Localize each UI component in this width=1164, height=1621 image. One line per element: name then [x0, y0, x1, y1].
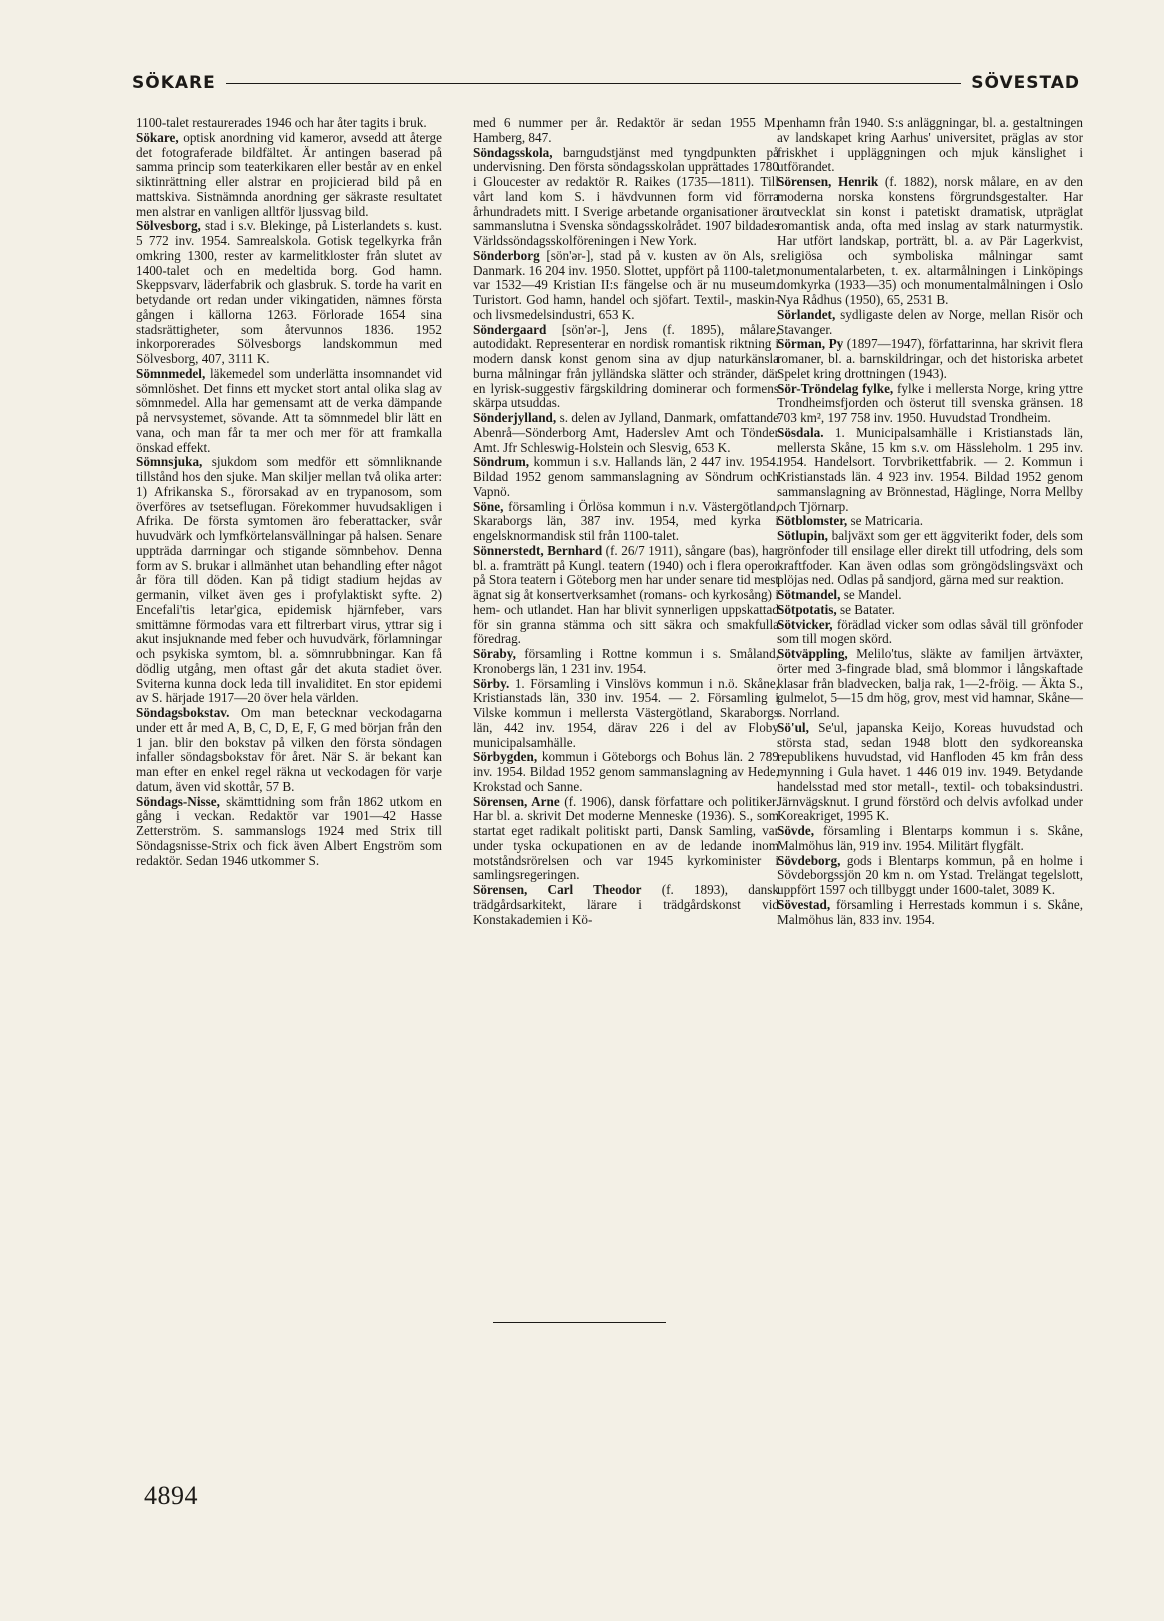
- entry-text: skämttidning som från 1862 utkom en gång i veckan. Redaktör var 1901—42 Hasse Zetterström. S. sammanslogs 1924 med Strix till Söndagsnisse-Strix och fick även Albert Engström som redaktör. Sedan 1946 utkommer S.: [136, 793, 442, 868]
- entry-headword: Sömnsjuka,: [136, 454, 203, 470]
- entry-headword: Sövde,: [777, 823, 815, 838]
- dictionary-entry: [777, 426, 1083, 515]
- entry-headword: Sötmandel,: [777, 587, 841, 602]
- header-left-word: SÖKARE: [132, 73, 216, 93]
- entry-text: baljväxt som ger ett äggviterikt foder, dels som grönfoder till ensilage eller direkt till utfodring, dels som kraftfoder. Kan även odlas som gröngödslingsväxt och plöjas ned. Odlas på sandjord, gärna med sur reaktion.: [777, 528, 1083, 588]
- entry-headword: Söndags-Nisse,: [136, 793, 220, 809]
- entry-headword: Sörlandet,: [777, 306, 836, 322]
- entry-text: församling i Örlösa kommun i n.v. Västergötland, Skaraborgs län, 387 inv. 1954, med kyrka i engelsknormandisk stil från 1100-talet.: [473, 498, 779, 543]
- dictionary-entry: [473, 249, 779, 323]
- entry-headword: Söndagsbokstav.: [136, 705, 230, 720]
- entry-text: med 6 nummer per år. Redaktör är sedan 1955 M. Hamberg, 847.: [473, 115, 779, 145]
- page-number: 4894: [144, 1481, 198, 1510]
- entry-text: 1100-talet restaurerades 1946 och har åter tagits i bruk.: [136, 115, 427, 130]
- entry-headword: Sösdala.: [777, 424, 824, 440]
- dictionary-entry: [777, 647, 1083, 721]
- entry-text: optisk anordning vid kameror, avsedd att återge det fotograferade bildfältet. Är antingen baserad på samma princip som teaterkikaren eller består av en enkel siktinrättning eller alstrar en projicierad bild på en mattskiva. Sistnämnda anordning ger säkraste resultatet men alstrar en vanligen alltför ljussvag bild.: [136, 129, 442, 219]
- entry-headword: Sötpotatis,: [777, 601, 837, 617]
- dictionary-entry: [136, 219, 442, 367]
- column-3: [777, 116, 1083, 927]
- dictionary-entry: [777, 382, 1083, 426]
- entry-headword: Söndergaard: [473, 321, 547, 337]
- entry-text: s. delen av Jylland, Danmark, omfattande Abenrå—Sönderborg Amt, Haderslev Amt och Tönder Amt. Jfr Schleswig-Holstein och Slesvig, 653 K.: [473, 410, 779, 455]
- entry-text: fylke i mellersta Norge, kring yttre Trondheimsfjorden och österut till svenska gränsen. 18 703 km², 197 758 inv. 1950. Huvudstad Trondheim.: [777, 380, 1083, 425]
- entry-headword: Sömnmedel,: [136, 365, 206, 381]
- entry-headword: Sönnerstedt, Bernhard: [473, 542, 603, 558]
- entry-text: församling i Rottne kommun i s. Småland, Kronobergs län, 1 231 inv. 1954.: [473, 646, 779, 676]
- dictionary-entry: [136, 455, 442, 706]
- running-header: [132, 70, 1080, 96]
- dictionary-entry: [136, 367, 442, 456]
- dictionary-entry: [473, 647, 779, 677]
- entry-text: kommun i Göteborgs och Bohus län. 2 789 inv. 1954. Bildad 1952 genom sammanslagning av Hede, Krokstad och Sanne.: [473, 749, 779, 794]
- entry-headword: Sör-Tröndelag fylke,: [777, 380, 894, 396]
- entry-text: Melilo'tus, släkte av familjen ärtväxter, örter med 3-fingrade blad, små blommor i långskaftade klasar från bladvecken, balja rak, 1—2-fröig. — Äkta S., gulmelot, 5—15 dm hög, grov, mest vid hamnar, Skåne—s. Norrland.: [777, 646, 1083, 720]
- column-1: [136, 116, 442, 868]
- entry-text: läkemedel som underlätta insomnandet vid sömnlöshet. Det finns ett mycket stort antal olika slag av sömnmedel. Alla har gemensamt att de verka dämpande på nervsystemet, sövande. Att ta sömnmedel blir lätt en vana, och man får ta mer och mer för att framkalla önskad effekt.: [136, 365, 442, 455]
- entry-text: (1897—1947), författarinna, har skrivit flera romaner, bl. a. barnskildringar, och det historiska arbetet Spelet kring drottningen (1943).: [777, 336, 1083, 381]
- entry-headword: Söne,: [473, 498, 504, 514]
- entry-text: (f. 1882), norsk målare, en av den moderna norska konstens förgrundsgestalter. Har utvecklat sin konst i patetiskt dramatisk, utpräglat romantisk anda, ofta med inslag av stark naturmystik. Har utfört landskap, porträtt, bl. a. av Pär Lagerkvist, religiösa och symboliska målningar samt monumentalarbeten, t. ex. altarmålningen i Linköpings domkyrka (1933—35) och monumentalmålningen i Oslo Nya Rådhus (1950), 65, 2531 B.: [777, 174, 1083, 307]
- dictionary-entry: [777, 603, 1083, 618]
- entry-text: 1. Municipalsamhälle i Kristianstads län, mellersta Skåne, 15 km s.v. om Hässleholm. 1 295 inv. 1954. Handelsort. Torvbrikettfabrik. — 2. Kommun i Kristianstads län. 4 923 inv. 1954. Bildad 1952 genom sammanslagning av Brönnestad, Häglinge, Norra Mellby och Tjörnarp.: [777, 424, 1083, 514]
- entry-text: [sön'ər-], stad på v. kusten av ön Als, s. Danmark. 16 204 inv. 1950. Slottet, uppfört på 1100-talet, var 1532—49 Kristian II:s fängelse och är nu museum. Turistort. God hamn, handel och sjöfart. Textil-, maskin- och livsmedelsindustri, 653 K.: [473, 247, 779, 322]
- entry-headword: Sötblomster,: [777, 513, 848, 529]
- entry-headword: Sökare,: [136, 129, 179, 145]
- entry-text: kommun i s.v. Hallands län, 2 447 inv. 1954. Bildad 1952 genom sammanslagning av Söndrum och Vapnö.: [473, 454, 779, 499]
- dictionary-entry: [473, 750, 779, 794]
- entry-headword: Sö'ul,: [777, 719, 809, 735]
- dictionary-entry: [473, 677, 779, 751]
- dictionary-entry: [777, 337, 1083, 381]
- entry-text: församling i Herrestads kommun i s. Skåne, Malmöhus län, 833 inv. 1954.: [777, 896, 1083, 927]
- entry-text: (f. 1893), dansk trädgårdsarkitekt, lärare i trädgårdskonst vid Konstakademien i Kö-: [473, 882, 779, 927]
- entry-headword: Söraby,: [473, 646, 516, 661]
- dictionary-entry: [777, 824, 1083, 854]
- entry-headword: Sörbygden,: [473, 749, 538, 765]
- dictionary-entry: [473, 323, 779, 412]
- dictionary-entry: [777, 529, 1083, 588]
- entry-text: sjukdom som medför ett sömnliknande tillstånd hos den sjuke. Man skiljer mellan två olika arter: 1) Afrikanska S., förorsakad av en trypanosom, som överföres av tsetseflugan. Förekommer huvudsakligen i Afrika. De första symtomen äro feberattacker, svår huvudvärk och lymfkörtelansvällningar på halsen. Senare uppträda darrningar och stigande sömnbehov. Denna form av S. brukar i allmänhet utan behandling efter något år föra till döden. Kan på tidigt stadium hejdas av germanin, vilket även ges i profylaktiskt syfte. 2) Encefali'tis letar'gica, epidemisk hjärnfeber, vars smittämne förmodas vara ett filtrerbart virus, yttrar sig i akut insjuknande med feber och huvudvärk, förlamningar och psykiska symtom, bl. a. sömnrubbningar. Kan få dödlig utgång, men oftast går det akuta stadiet över. Sviterna kunna dock leda till invaliditet. En stor epidemi av S. härjade 1917—20 över hela världen.: [136, 454, 442, 706]
- entry-text: församling i Blentarps kommun i s. Skåne, Malmöhus län, 919 inv. 1954. Militärt flygfält.: [777, 823, 1083, 853]
- dictionary-entry: [777, 175, 1083, 308]
- entry-text: (f. 1906), dansk författare och politiker. Har bl. a. skrivit Det moderne Menneske (1936). S., som startat eget radikalt politiskt parti, Dansk Samling, var under tyska ockupationen en av de ledande inom motståndsrörelsen och var 1945 kyrkominister i samlingsregeringen.: [473, 793, 780, 883]
- entry-headword: Sölvesborg,: [136, 218, 201, 234]
- entry-headword: Sönderjylland,: [473, 410, 557, 425]
- dictionary-entry: [473, 146, 779, 249]
- entry-text: barngudstjänst med tyngdpunkten på undervisning. Den första söndagsskolan upprättades 1780 i Gloucester av redaktör R. Raikes (1735—1811). Till vårt land kom S. i hävdvunnen form vid förra århundradets mitt. I Sverige arbetande organisationer äro sammanslutna i Svenska söndagsskolrådet. 1907 bildades Världssöndagsskolföreningen i New York.: [473, 144, 779, 248]
- dictionary-entry: [777, 588, 1083, 603]
- entry-headword: Sörensen, Carl Theodor: [473, 882, 642, 897]
- entry-text: gods i Blentarps kommun, på en holme i Sövdeborgssjön 20 km n. om Ystad. Trelängat tegelslott, uppfört 1597 och tillbyggt under 1600-talet, 3089 K.: [777, 852, 1083, 897]
- entry-headword: Sövdeborg,: [777, 852, 841, 868]
- dictionary-entry: [473, 455, 779, 499]
- dictionary-entry: [473, 500, 779, 544]
- entry-text: (f. 26/7 1911), sångare (bas), har bl. a. framträtt på Kungl. teatern (1940) och i flera operor på Stora teatern i Göteborg men har under senare tid mest ägnat sig åt konsertverksamhet (romans- och kyrkosång) i hem- och utlandet. Han har blivit synnerligen uppskattad för sin granna stämma och sitt säkra och smakfulla föredrag.: [473, 542, 779, 647]
- entry-headword: Sörensen, Arne: [473, 793, 560, 809]
- entry-text: Om man betecknar veckodagarna under ett år med A, B, C, D, E, F, G med början från den 1 jan. blir den bokstav på vilken den första söndagen infaller söndagsbokstav för året. När S. är bekant kan man efter en enkel regel räkna ut veckodagen för varje datum, även vid skottår, 57 B.: [136, 705, 442, 794]
- entry-text: stad i s.v. Blekinge, på Listerlandets s. kust. 5 772 inv. 1954. Samrealskola. Gotisk tegelkyrka från omkring 1300, rester av karmelitkloster från slutet av 1400-talet och en medeltida borg. God hamn. Skeppsvarv, läderfabrik och glasbruk. S. torde ha varit en betydande ort redan under vikingatiden, nämnes första gången i källorna 1263. Förlorade 1654 sina stadsrättigheter, som återvunnos 1836. 1952 inkorporerades Sölvesborgs landskommun med Sölvesborg, 407, 3111 K.: [136, 218, 442, 366]
- entry-headword: Sötvicker,: [777, 616, 833, 632]
- entry-text: se Batater.: [836, 601, 895, 617]
- header-right-word: SÖVESTAD: [971, 73, 1080, 93]
- entry-headword: Söndrum,: [473, 454, 530, 470]
- entry-headword: Sönderborg: [473, 247, 540, 263]
- entry-headword: Söndagsskola,: [473, 144, 553, 160]
- dictionary-entry: [136, 706, 442, 795]
- dictionary-entry: [777, 308, 1083, 338]
- end-rule: [493, 1322, 666, 1323]
- entry-text: 1. Församling i Vinslövs kommun i n.ö. Skåne, Kristianstads län, 330 inv. 1954. — 2. Församling i Vilske kommun i mellersta Västergötland, Skaraborgs län, 442 inv. 1954, därav 226 i del av Floby municipalsamhälle.: [473, 675, 779, 750]
- entry-text: [sön'ər-], Jens (f. 1895), målare, autodidakt. Representerar en nordisk romantisk riktning i modern dansk konst genom sina av djup naturkänsla burna målningar från jylländska slätter och stränder, där en lyrisk-suggestiv färgskildring dominerar och formens skärpa utsuddas.: [473, 321, 779, 411]
- entry-headword: Sötlupin,: [777, 528, 828, 543]
- dictionary-entry: [473, 116, 779, 146]
- dictionary-entry: [136, 131, 442, 220]
- entry-headword: Sörman, Py: [777, 336, 844, 352]
- dictionary-entry: [473, 411, 779, 455]
- column-2: [473, 116, 779, 927]
- dictionary-entry: [136, 795, 442, 869]
- dictionary-entry: [777, 898, 1083, 928]
- dictionary-entry: [777, 721, 1083, 824]
- entry-text: sydligaste delen av Norge, mellan Risör och Stavanger.: [777, 306, 1083, 337]
- dictionary-entry: [136, 116, 442, 131]
- dictionary-entry: [473, 795, 779, 884]
- entry-headword: Sörby.: [473, 675, 510, 691]
- dictionary-entry: [473, 544, 779, 647]
- entry-text: förädlad vicker som odlas såväl till grönfoder som till mogen skörd.: [777, 616, 1083, 647]
- entry-text: se Mandel.: [840, 587, 902, 602]
- dictionary-entry: [473, 883, 779, 927]
- entry-text: penhamn från 1940. S:s anläggningar, bl. a. gestaltningen av landskapet kring Aarhus' universitet, präglas av stor friskhet i uppläggningen och mjuk känslighet i utförandet.: [777, 115, 1083, 175]
- entry-headword: Sötväppling,: [777, 646, 848, 661]
- entry-headword: Sövestad,: [777, 896, 831, 912]
- header-rule: [226, 83, 961, 84]
- entry-text: Se'ul, japanska Keijo, Koreas huvudstad och största stad, sedan 1948 blott den sydkoreanska republikens huvudstad, vid Hanfloden 45 km från dess mynning i Gula havet. 1 446 019 inv. 1949. Betydande handelsstad med stor metall-, textil- och tobaksindustri. Järnvägsknut. I grund förstörd och delvis avfolkad under Koreakriget, 1995 K.: [777, 719, 1083, 824]
- dictionary-entry: [777, 618, 1083, 648]
- entry-headword: Sörensen, Henrik: [777, 174, 879, 189]
- dictionary-entry: [777, 514, 1083, 529]
- dictionary-entry: [777, 854, 1083, 898]
- dictionary-entry: [777, 116, 1083, 175]
- entry-text: se Matricaria.: [847, 513, 924, 529]
